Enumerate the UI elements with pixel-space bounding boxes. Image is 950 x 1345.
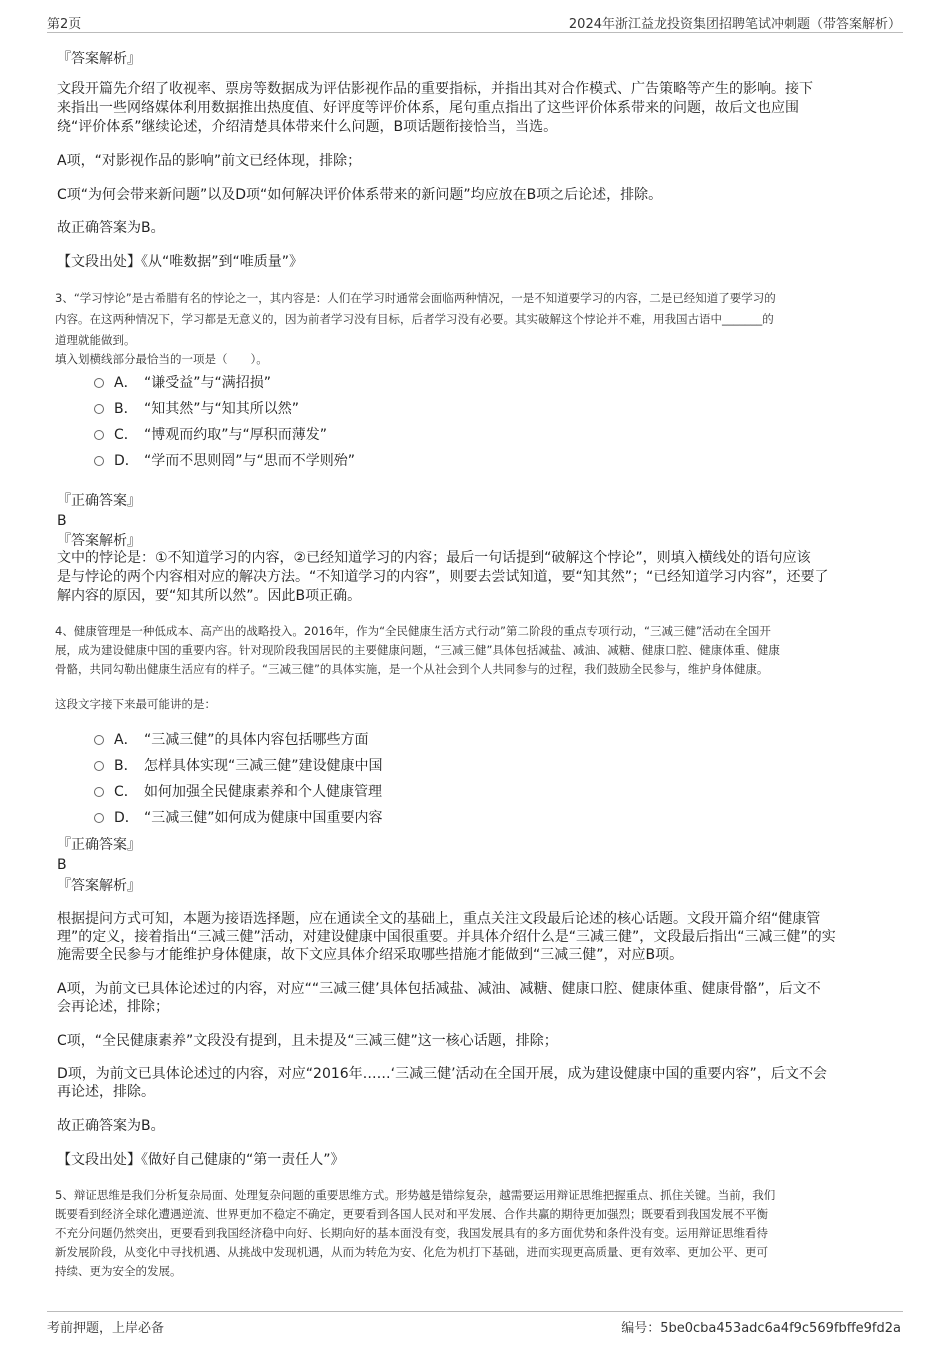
q2-conclusion: 故正确答案为B。 — [57, 220, 165, 236]
q2-option-a-analysis: A项，“对影视作品的影响”前文已经体现，排除； — [57, 153, 362, 169]
q4-option-c-analysis: C项，“全民健康素养”文段没有提到，且未提及“三减三健”这一核心话题，排除； — [57, 1033, 558, 1049]
q4-option-a-analysis: A项，为前文已具体论述过的内容，对应““三减三健’具体包括减盐、减油、减糖、健康口腔、健康体重、健康骨骼”，后文不 — [57, 981, 821, 997]
document-title: 2024年浙江益龙投资集团招聘笔试冲刺题（带答案解析） — [568, 17, 901, 32]
q4-analysis-label: 『答案解析』 — [57, 878, 141, 894]
q3-stem-line: 3、“学习悖论”是古希腊有名的悖论之一，其内容是：人们在学习时通常会面临两种情况，一是不知道要学习的内容，二是已经知道了要学习的 — [55, 291, 776, 305]
q4-option-c[interactable]: C． 如何加强全民健康素养和个人健康管理 — [94, 783, 382, 801]
q4-analysis-line: 根据提问方式可知，本题为接语选择题，应在通读全文的基础上，重点关注文段最后论述的核心话题。文段开篇介绍“健康管 — [57, 911, 821, 927]
page-number: 第2页 — [47, 17, 82, 32]
q3-prompt: 填入划横线部分最恰当的一项是（ ）。 — [55, 352, 268, 366]
q4-option-d-analysis: D项，为前文已具体论述过的内容，对应“2016年……‘三减三健’活动在全国开展，成为建设健康中国的重要内容”，后文不会 — [57, 1066, 827, 1082]
q3-answer-label: 『正确答案』 — [57, 493, 141, 509]
q5-stem-line: 5、辩证思维是我们分析复杂局面、处理复杂问题的重要思维方式。形势越是错综复杂，越需要运用辩证思维把握重点、抓住关键。当前，我们 — [55, 1188, 776, 1202]
radio-icon[interactable] — [94, 378, 104, 388]
q4-option-d[interactable]: D． “三减三健”如何成为健康中国重要内容 — [94, 809, 383, 827]
q3-option-c[interactable]: C． “博观而约取”与“厚积而薄发” — [94, 426, 327, 444]
q2-analysis-label: 『答案解析』 — [57, 51, 141, 67]
q4-analysis-line: 施需要全民参与才能维护身体健康，故下文应具体介绍采取哪些措施才能做到“三减三健”，对应B项。 — [57, 947, 684, 963]
q2-analysis-line: 绕“评价体系”继续论述，介绍清楚具体带来什么问题，B项话题衔接恰当，当选。 — [57, 119, 558, 135]
radio-icon[interactable] — [94, 430, 104, 440]
q2-analysis-line: 文段开篇先介绍了收视率、票房等数据成为评估影视作品的重要指标，并指出其对合作模式、广告策略等产生的影响。接下 — [57, 81, 813, 97]
q2-option-c-analysis: C项“为何会带来新问题”以及D项“如何解决评价体系带来的新问题”均应放在B项之后论述，排除。 — [57, 187, 663, 203]
q3-answer: B — [57, 513, 67, 529]
q4-stem-line: 展，成为建设健康中国的重要内容。针对现阶段我国居民的主要健康问题，“三减三健”具体包括减盐、减油、减糖、健康口腔、健康体重、健康 — [55, 643, 780, 657]
radio-icon[interactable] — [94, 787, 104, 797]
radio-icon[interactable] — [94, 456, 104, 466]
q4-prompt: 这段文字接下来最可能讲的是： — [55, 697, 216, 711]
q3-stem-line: 内容。在这两种情况下，学习都是无意义的，因为前者学习没有目标，后者学习没有必要。其实破解这个悖论并不难，用我国古语中_______的 — [55, 312, 774, 326]
q3-stem-line: 道理就能做到。 — [55, 333, 136, 347]
radio-icon[interactable] — [94, 813, 104, 823]
q2-analysis-line: 来指出一些网络媒体利用数据推出热度值、好评度等评价体系，尾句重点指出了这些评价体系带来的问题，故后文也应围 — [57, 100, 799, 116]
q5-stem-line: 既要看到经济全球化遭遇逆流、世界更加不稳定不确定，更要看到各国人民对和平发展、合作共赢的期待更加强烈；既要看到我国发展不平衡 — [55, 1207, 768, 1221]
q4-option-a[interactable]: A． “三减三健”的具体内容包括哪些方面 — [94, 731, 369, 749]
radio-icon[interactable] — [94, 761, 104, 771]
q3-option-d[interactable]: D． “学而不思则罔”与“思而不学则殆” — [94, 452, 355, 470]
q2-source: 【文段出处】《从“唯数据”到“唯质量”》 — [57, 254, 304, 270]
q4-answer-label: 『正确答案』 — [57, 837, 141, 853]
page-header — [47, 10, 903, 33]
page-footer — [47, 1311, 903, 1338]
q3-analysis-label: 『答案解析』 — [57, 533, 141, 549]
q4-answer: B — [57, 857, 67, 873]
q5-stem-line: 新发展阶段，从变化中寻找机遇、从挑战中发现机遇，从而为转危为安、化危为机打下基础，进而实现更高质量、更有效率、更加公平、更可 — [55, 1245, 768, 1259]
q3-option-b[interactable]: B． “知其然”与“知其所以然” — [94, 400, 299, 418]
footer-slogan: 考前押题，上岸必备 — [47, 1321, 165, 1336]
q4-source: 【文段出处】《做好自己健康的“第一责任人”》 — [57, 1152, 345, 1168]
q4-option-a-analysis: 会再论述，排除； — [57, 999, 169, 1015]
q4-option-d-analysis: 再论述，排除。 — [57, 1084, 155, 1100]
q3-analysis-line: 解内容的原因，要“知其所以然”。因此B项正确。 — [57, 588, 362, 604]
document-id: 编号：5be0cba453adc6a4f9c569fbffe9fd2a — [621, 1321, 901, 1336]
q4-stem-line: 骨骼，共同勾勒出健康生活应有的样子。“三减三健”的具体实施，是一个从社会到个人共同参与的过程，我们鼓励全民参与，维护身体健康。 — [55, 662, 769, 676]
q4-analysis-line: 理”的定义，接着指出“三减三健”活动，对建设健康中国很重要。并具体介绍什么是“三减三健”，文段最后指出“三减三健”的实 — [57, 929, 836, 945]
q4-conclusion: 故正确答案为B。 — [57, 1118, 165, 1134]
radio-icon[interactable] — [94, 404, 104, 414]
q3-analysis-line: 是与悖论的两个内容相对应的解决方法。“不知道学习的内容”，则要去尝试知道，要“知其然”；“已经知道学习内容”，还要了 — [57, 569, 829, 585]
q3-option-a[interactable]: A． “谦受益”与“满招损” — [94, 374, 271, 392]
q5-stem-line: 不充分问题仍然突出，更要看到我国经济稳中向好、长期向好的基本面没有变，我国发展具有的多方面优势和条件没有变。运用辩证思维看待 — [55, 1226, 768, 1240]
q5-stem-line: 持续、更为安全的发展。 — [55, 1264, 182, 1278]
radio-icon[interactable] — [94, 735, 104, 745]
q4-stem-line: 4、健康管理是一种低成本、高产出的战略投入。2016年，作为“全民健康生活方式行动”第二阶段的重点专项行动，“三减三健”活动在全国开 — [55, 624, 771, 638]
q3-analysis-line: 文中的悖论是：①不知道学习的内容，②已经知道学习的内容；最后一句话提到“破解这个悖论”，则填入横线处的语句应该 — [57, 550, 811, 566]
q4-option-b[interactable]: B． 怎样具体实现“三减三健”建设健康中国 — [94, 757, 383, 775]
